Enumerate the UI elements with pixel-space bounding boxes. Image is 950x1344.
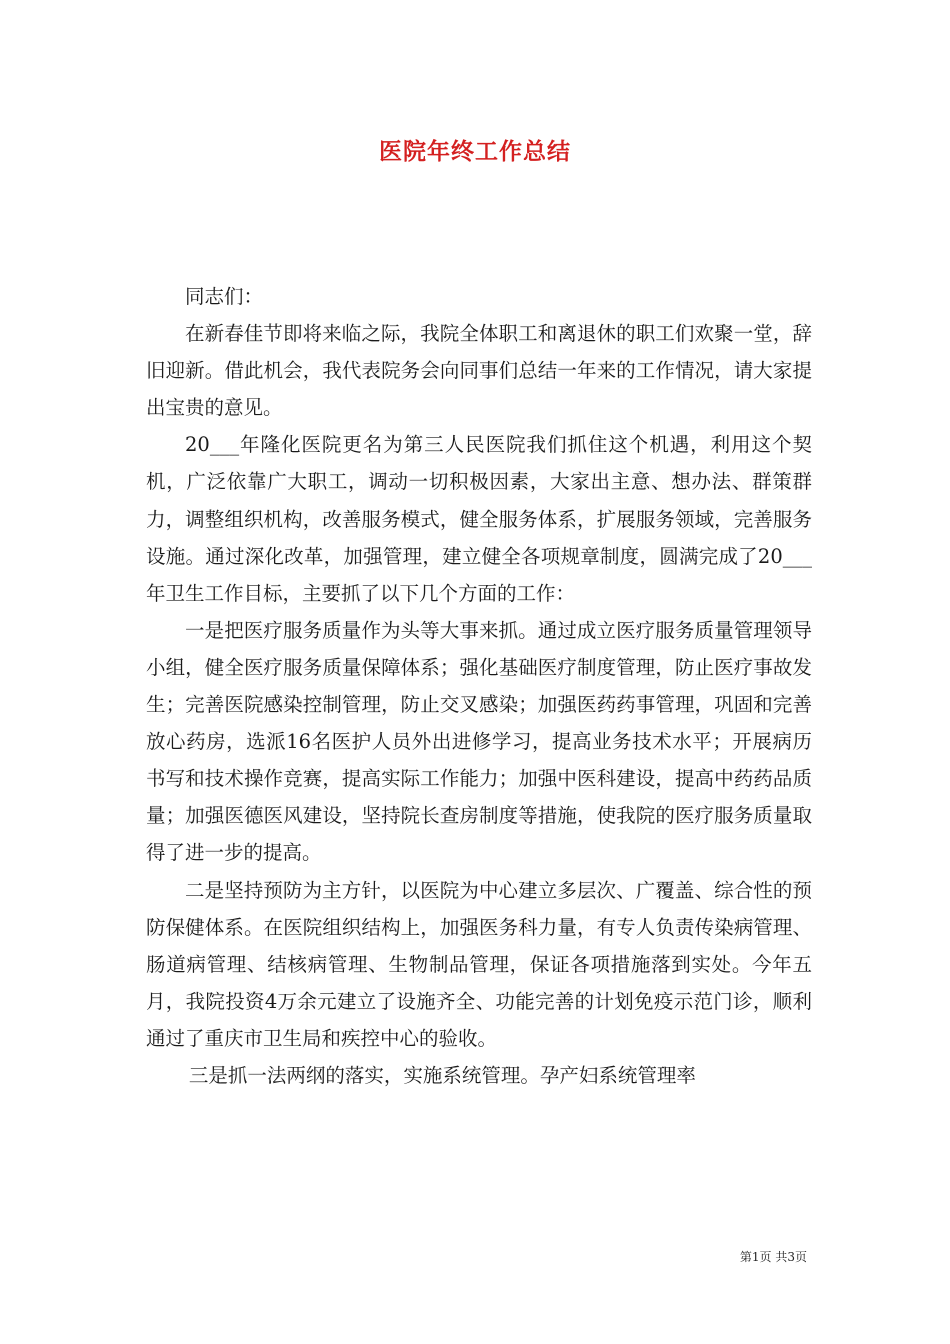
page-number-footer: 第1页 共3页 bbox=[739, 1250, 807, 1264]
paragraph-point-3: 三是抓一法两纲的落实，实施系统管理。孕产妇系统管理率 bbox=[188, 1063, 696, 1087]
paragraph-point-2: 二是坚持预防为主方针，以医院为中心建立多层次、广覆盖、综合性的预防保健体系。在医院组织结构上，加强医务科力量，有专人负责传染病管理、肠道病管理、结核病管理、生物制品管理，保证各项措施落到实处。今年五月，我院投资4万余元建立了设施齐全、功能完善的计划免疫示范门诊，顺利通过了重庆市卫生局和疾控中心的验收。 bbox=[146, 878, 812, 1050]
salutation: 同志们： bbox=[185, 285, 264, 308]
paragraph-intro: 在新春佳节即将来临之际，我院全体职工和离退休的职工们欢聚一堂，辞旧迎新。借此机会，我代表院务会向同事们总结一年来的工作情况，请大家提出宝贵的意见。 bbox=[146, 322, 812, 420]
document-title: 医院年终工作总结 bbox=[379, 138, 571, 165]
document-body bbox=[146, 278, 812, 1094]
paragraph-point-1: 一是把医疗服务质量作为头等大事来抓。通过成立医疗服务质量管理领导小组，健全医疗服务质量保障体系；强化基础医疗制度管理，防止医疗事故发生；完善医院感染控制管理，防止交叉感染；加强医药药事管理，巩固和完善放心药房，选派16名医护人员外出进修学习，提高业务技术水平；开展病历书写和技术操作竞赛，提高实际工作能力；加强中医科建设，提高中药药品质量；加强医德医风建设，坚持院长查房制度等措施，使我院的医疗服务质量取得了进一步的提高。 bbox=[146, 618, 812, 865]
paragraph-overview: 20___年隆化医院更名为第三人民医院我们抓住这个机遇，利用这个契机，广泛依靠广大职工，调动一切积极因素，大家出主意、想办法、群策群力，调整组织机构，改善服务模式，健全服务体系，扩展服务领域，完善服务设施。通过深化改革，加强管理，建立健全各项规章制度，圆满完成了20___年卫生工作目标，主要抓了以下几个方面的工作： bbox=[146, 433, 812, 605]
